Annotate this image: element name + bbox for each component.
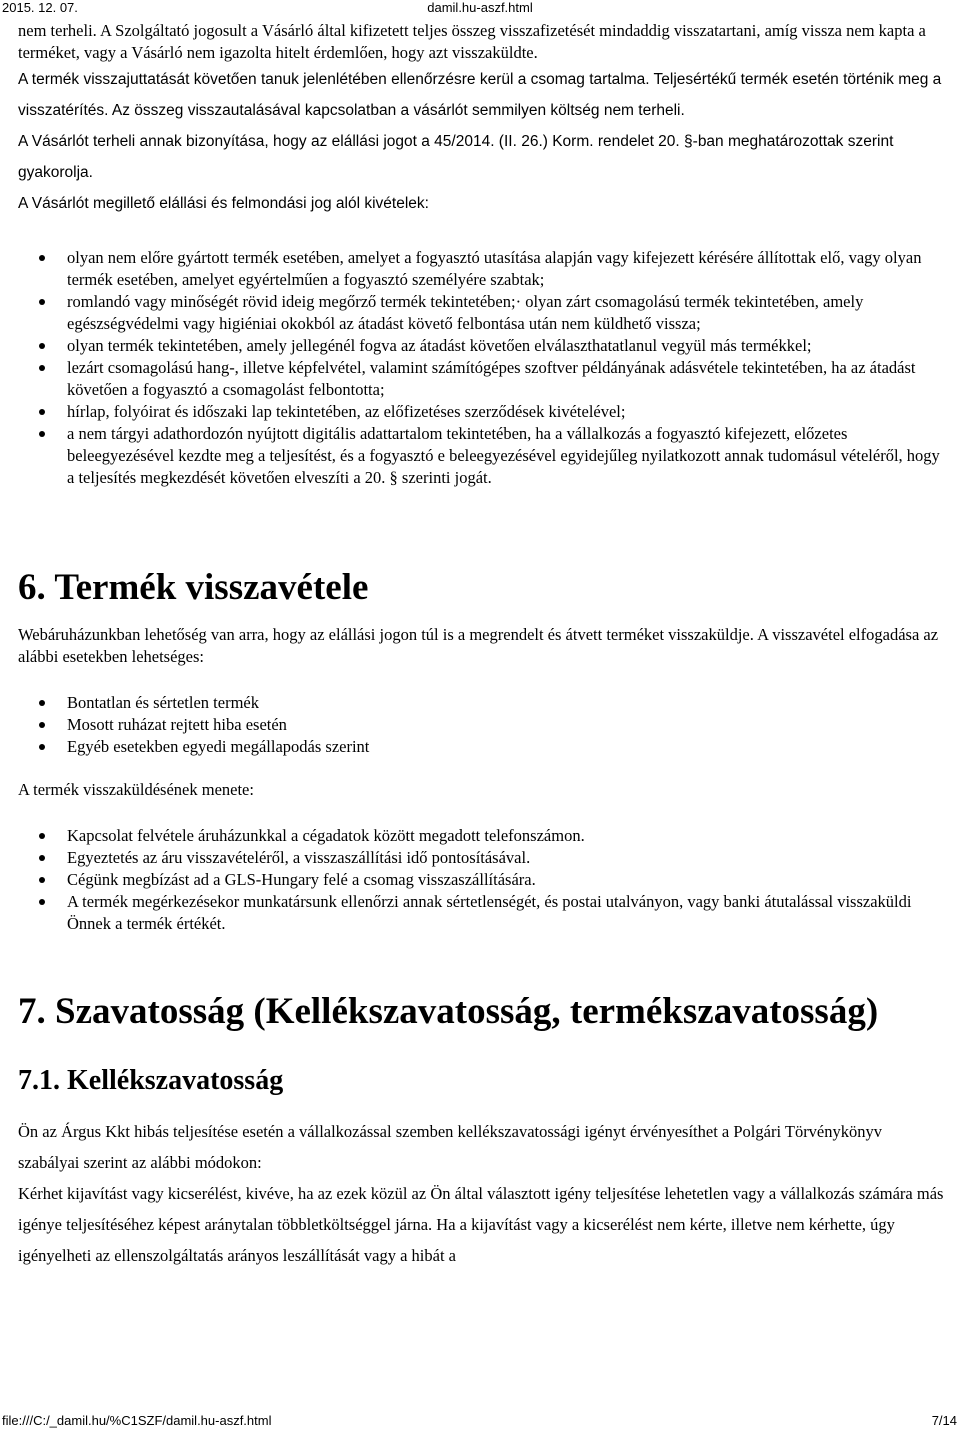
list-item: olyan termék tekintetében, amely jellegénél fogva az átadást követően elválaszthatatlanul vegyül más termékkel; [67, 335, 944, 357]
exceptions-list [18, 247, 944, 489]
section-7-heading: 7. Szavatosság (Kellékszavatosság, termékszavatosság) [18, 991, 879, 1032]
return-cases-list [18, 692, 944, 758]
return-steps-list [18, 825, 944, 935]
print-header [0, 0, 960, 16]
section-6-heading: 6. Termék visszavétele [18, 567, 369, 608]
print-page-title: damil.hu-aszf.html [427, 0, 533, 15]
section-7-1-paragraph-2: Kérhet kijavítást vagy kicserélést, kivéve, ha az ezek közül az Ön által választott igény teljesítése lehetetlen vagy a vállalkozás számára más igénye teljesítéséhez képest aránytalan többletköltséggel járna. Ha a kijavítást vagy a kicserélést nem kérte, illetve nem kérhette, úgy igényelheti az ellenszolgáltatás arányos leszállítását vagy a hibát a [18, 1184, 944, 1265]
list-item: hírlap, folyóirat és időszaki lap tekintetében, az előfizetéses szerződések kivételével; [67, 401, 944, 423]
intro-paragraph-2: A termék visszajuttatását követően tanuk jelenlétében ellenőrzésre kerül a csomag tartalma. Teljesértékű termék esetén történik meg a visszatérítés. Az összeg visszautalásával kapcsolatban a vásárlót semmilyen költség nem terheli. [18, 71, 942, 119]
list-item: A termék megérkezésekor munkatársunk ellenőrzi annak sértetlenségét, és postai utalványon, vagy banki átutalással visszaküldi Önnek a termék értékét. [67, 891, 944, 935]
list-item: lezárt csomagolású hang-, illetve képfelvétel, valamint számítógépes szoftver példányának adásvétele tekintetében, ha az átadást követően a fogyasztó a csomagolást felbontotta; [67, 357, 944, 401]
return-process-label: A termék visszaküldésének menete: [18, 780, 254, 799]
list-item: Egyéb esetekben egyedi megállapodás szerint [67, 736, 944, 758]
intro-paragraph-1: nem terheli. A Szolgáltató jogosult a Vásárló által kifizetett teljes összeg visszafizetését mindaddig visszatartani, amíg vissza nem kapta a terméket, vagy a Vásárló nem igazolta hitelt érdemlően, hogy azt visszaküldte. [18, 21, 926, 62]
print-footer [0, 1413, 960, 1429]
section-7-1-paragraph-1: Ön az Árgus Kkt hibás teljesítése esetén a vállalkozással szemben kellékszavatossági igényt érvényesíthet a Polgári Törvénykönyv szabályai szerint az alábbi módokon: [18, 1122, 883, 1172]
section-7-1-heading: 7.1. Kellékszavatosság [18, 1065, 284, 1096]
intro-paragraph-3: A Vásárlót terheli annak bizonyítása, hogy az elállási jogot a 45/2014. (II. 26.) Korm. rendelet 20. §-ban meghatározottak szerint gyakorolja. [18, 133, 894, 181]
list-item: Bontatlan és sértetlen termék [67, 692, 944, 714]
list-item: Egyeztetés az áru visszavételéről, a visszaszállítási idő pontosításával. [67, 847, 944, 869]
list-item: Kapcsolat felvétele áruházunkkal a cégadatok között megadott telefonszámon. [67, 825, 944, 847]
print-date: 2015. 12. 07. [2, 0, 78, 15]
document-body [18, 20, 944, 1271]
list-item: a nem tárgyi adathordozón nyújtott digitális adattartalom tekintetében, ha a vállalkozás a fogyasztó kifejezett, előzetes beleegyezésével kezdte meg a teljesítést, és a fogyasztó e beleegyezésével egyidejűleg nyilatkozott annak tudomásul vételéről, hogy a teljesítés megkezdését követően elveszíti a 20. § szerinti jogát. [67, 423, 944, 489]
intro-paragraph-4: A Vásárlót megillető elállási és felmondási jog alól kivételek: [18, 195, 429, 212]
list-item: romlandó vagy minőségét rövid ideig megőrző termék tekintetében;· olyan zárt csomagolású termék tekintetében, amely egészségvédelmi vagy higiéniai okokból az átadást követő felbontása után nem küldhető vissza; [67, 291, 944, 335]
list-item: Mosott ruházat rejtett hiba esetén [67, 714, 944, 736]
file-path: file:///C:/_damil.hu/%C1SZF/damil.hu-aszf.html [2, 1413, 272, 1428]
list-item: olyan nem előre gyártott termék esetében, amelyet a fogyasztó utasítása alapján vagy kifejezett kérésére állítottak elő, vagy olyan termék esetében, amelyet egyértelműen a fogyasztó személyére szabtak; [67, 247, 944, 291]
page-number: 7/14 [931, 1413, 957, 1428]
list-item: Cégünk megbízást ad a GLS-Hungary felé a csomag visszaszállítására. [67, 869, 944, 891]
section-6-intro: Webáruházunkban lehetőség van arra, hogy az elállási jogon túl is a megrendelt és átvett terméket visszaküldje. A visszavétel elfogadása az alábbi esetekben lehetséges: [18, 625, 939, 666]
